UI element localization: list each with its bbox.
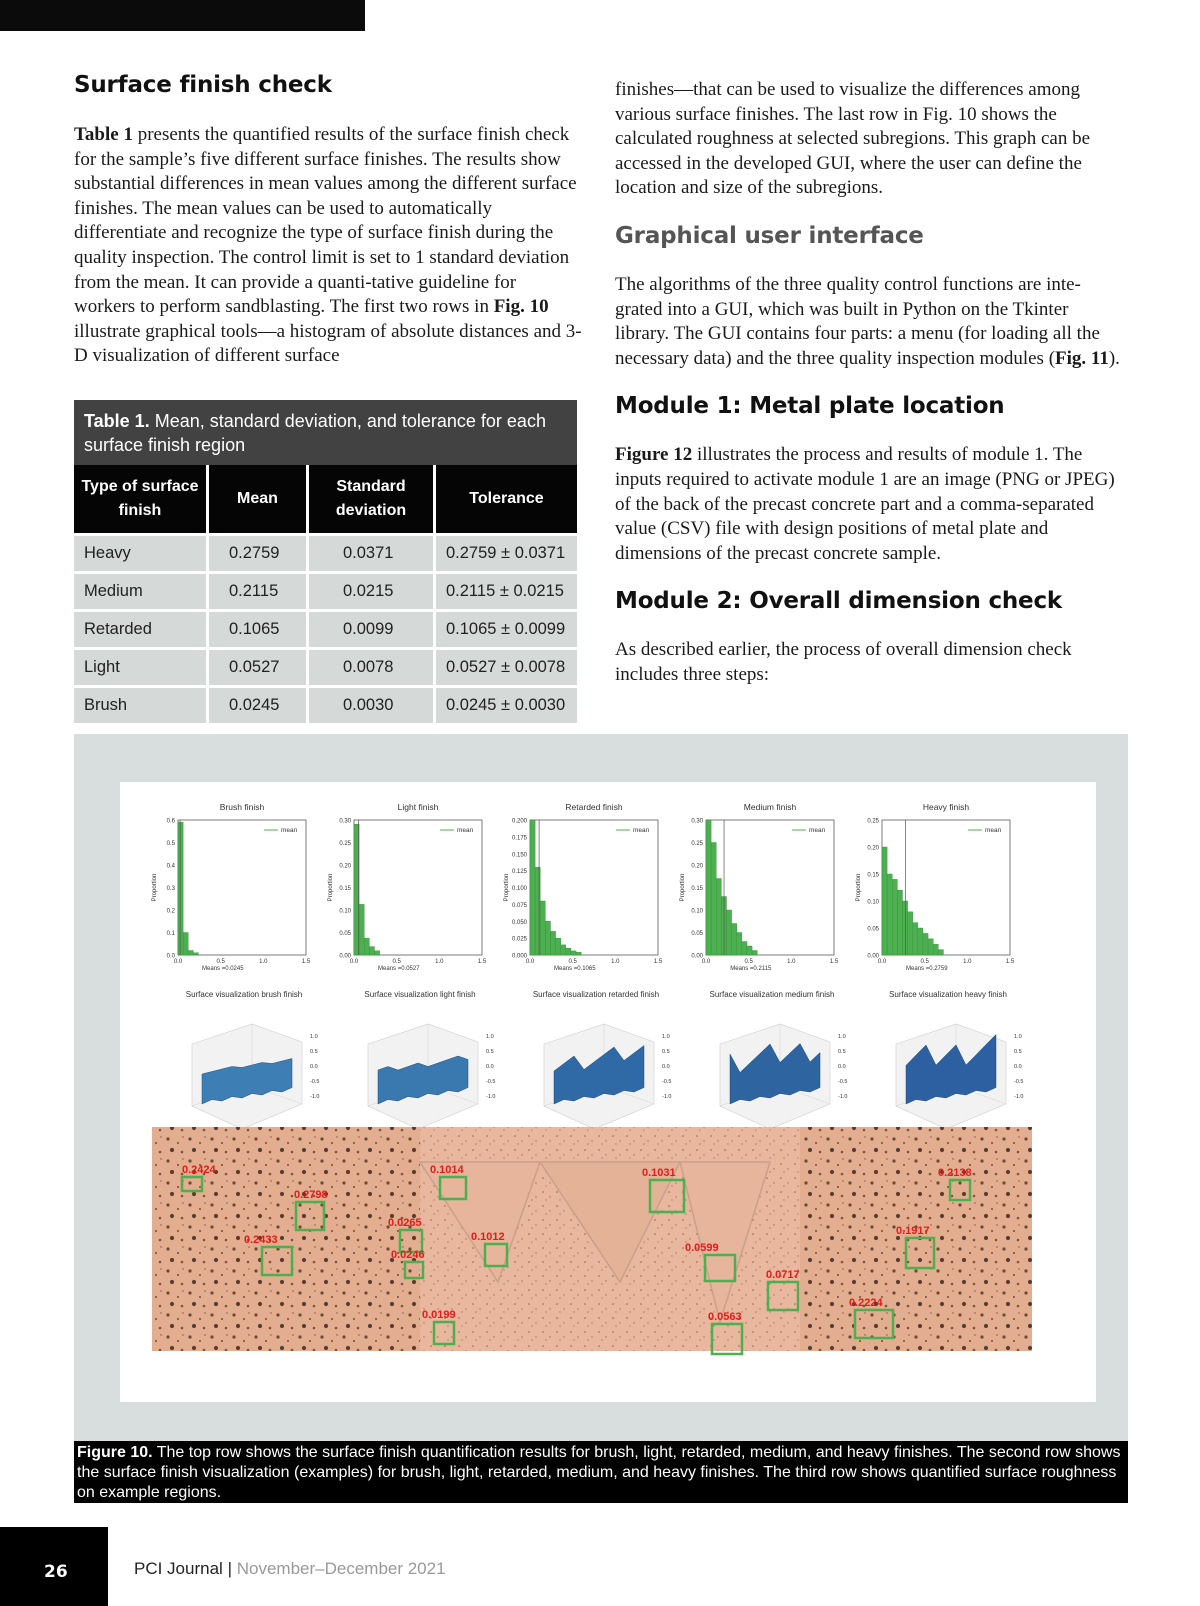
histogram-bar <box>561 945 566 955</box>
y-tick-label: 0.0 <box>166 953 175 960</box>
x-tick-label: 1.5 <box>477 959 487 965</box>
x-tick-label: 0.5 <box>216 959 225 965</box>
surface-title: Surface visualization medium finish <box>709 990 835 999</box>
y-axis-label: Proportion <box>856 873 862 902</box>
page-number-block <box>0 1527 108 1606</box>
plot-frame <box>354 820 482 955</box>
footer-text <box>134 1559 446 1579</box>
table-row <box>74 649 577 687</box>
x-tick-label: 0.0 <box>173 959 183 965</box>
figure-caption-text: The top row shows the surface finish quantification results for brush, light, retarded, medium, and heavy finishes. The second row shows the surface finish visualization (examples) for brush, light, retarded, medium, and heavy finishes. The third row shows quantified surface roughness on example regions. <box>77 1444 1121 1501</box>
histogram-bar <box>571 951 576 955</box>
roi-label: 0.2138 <box>938 1167 972 1179</box>
table-1 <box>74 400 577 723</box>
y-axis-label: Proportion <box>328 873 334 902</box>
table-caption-label: Table 1. <box>84 411 150 431</box>
histogram-title: Retarded finish <box>565 802 623 812</box>
surface-title: Surface visualization light finish <box>364 990 476 999</box>
y-tick-label: 0.050 <box>511 919 527 926</box>
histogram-bar <box>716 879 721 956</box>
table-caption-text: Mean, standard deviation, and tolerance for each surface finish region <box>84 411 546 455</box>
histogram-1 <box>152 802 311 972</box>
plot-frame <box>178 820 306 955</box>
surface-plot-4 <box>710 990 848 1129</box>
z-tick-label: 1.0 <box>310 1034 318 1040</box>
z-tick-label: -0.5 <box>1014 1079 1024 1085</box>
x-tick-label: 0.5 <box>744 959 753 965</box>
y-tick-label: 0.100 <box>511 886 527 892</box>
cell: 0.0099 <box>308 611 435 649</box>
table-caption <box>74 400 577 465</box>
figure-caption <box>74 1441 1128 1503</box>
surface-title: Surface visualization brush finish <box>185 990 303 999</box>
z-tick-label: 0.0 <box>1014 1064 1022 1070</box>
y-tick-label: 0.20 <box>339 863 351 870</box>
right-paragraph-2 <box>615 273 1125 371</box>
surface-title: Surface visualization retarded finish <box>532 990 660 999</box>
y-tick-label: 0.1 <box>166 931 175 937</box>
cell: 0.2759 ± 0.0371 <box>435 535 578 573</box>
footer-separator: | <box>227 1559 232 1578</box>
x-axis-label: Means =0.0527 <box>378 966 420 972</box>
y-tick-label: 0.075 <box>511 902 527 909</box>
z-tick-label: 0.5 <box>662 1049 670 1055</box>
roi-label: 0.2224 <box>849 1297 883 1309</box>
z-tick-label: -1.0 <box>310 1094 320 1100</box>
y-tick-label: 0.10 <box>339 908 351 915</box>
y-axis-label: Proportion <box>152 873 158 902</box>
histogram-3 <box>504 802 663 972</box>
y-tick-label: 0.30 <box>691 818 703 825</box>
histogram-5 <box>856 802 1015 972</box>
cell: 0.2759 <box>208 535 308 573</box>
ref-fig-11: Fig. 11 <box>1055 347 1109 369</box>
histogram-bar <box>183 933 188 956</box>
page-number: 26 <box>44 1562 68 1582</box>
z-tick-label: 0.5 <box>1014 1049 1022 1055</box>
y-tick-label: 0.15 <box>691 886 703 892</box>
x-tick-label: 0.5 <box>568 959 577 965</box>
x-tick-label: 0.5 <box>920 959 929 965</box>
histogram-bar <box>535 867 540 955</box>
x-tick-label: 1.5 <box>1005 959 1015 965</box>
roi-label: 0.0246 <box>391 1249 425 1261</box>
histogram-bar <box>576 952 581 955</box>
ref-fig-10: Fig. 10 <box>493 296 549 318</box>
histogram-bar <box>374 951 379 955</box>
histogram-bar <box>732 924 737 956</box>
right-paragraph-4: As described earlier, the process of overall dimension check includes three steps: <box>615 639 1072 685</box>
histogram-bar <box>892 879 897 955</box>
histogram-bar <box>913 923 918 955</box>
figure-panel <box>120 782 1096 1402</box>
z-tick-label: -0.5 <box>838 1079 848 1085</box>
z-tick-label: 1.0 <box>662 1034 670 1040</box>
x-tick-label: 0.0 <box>877 959 887 965</box>
cell: 0.0245 ± 0.0030 <box>435 687 578 724</box>
y-tick-label: 0.125 <box>511 869 527 876</box>
y-tick-label: 0.175 <box>511 835 527 842</box>
roi-label: 0.0265 <box>388 1217 422 1229</box>
x-tick-label: 1.0 <box>611 959 620 965</box>
x-tick-label: 1.5 <box>301 959 311 965</box>
header-mean: Mean <box>208 465 308 535</box>
histogram-bar <box>737 933 742 956</box>
histogram-2 <box>328 802 487 972</box>
table-row <box>74 535 577 573</box>
ref-fig-12: Figure 12 <box>615 444 693 466</box>
y-tick-label: 0.5 <box>166 841 175 847</box>
cell: 0.1065 ± 0.0099 <box>435 611 578 649</box>
z-tick-label: 1.0 <box>486 1034 494 1040</box>
y-axis-label: Proportion <box>680 873 686 902</box>
z-tick-label: -0.5 <box>662 1079 672 1085</box>
cell: 0.0527 ± 0.0078 <box>435 649 578 687</box>
histogram-bar <box>938 950 943 955</box>
y-tick-label: 0.25 <box>339 841 351 847</box>
left-column <box>74 72 582 369</box>
surface-plot-5 <box>889 990 1023 1129</box>
z-tick-label: 0.5 <box>310 1049 318 1055</box>
z-tick-label: 0.0 <box>310 1064 318 1070</box>
z-tick-label: 0.0 <box>662 1064 670 1070</box>
roi-label: 0.0199 <box>422 1309 456 1321</box>
header-tolerance: Tolerance <box>435 465 578 535</box>
figure-10 <box>74 734 1128 1442</box>
z-tick-label: 1.0 <box>1014 1034 1022 1040</box>
x-tick-label: 0.5 <box>392 959 401 965</box>
issue-date: November–December 2021 <box>236 1559 446 1578</box>
table-row <box>74 573 577 611</box>
roi-label: 0.2433 <box>244 1234 278 1246</box>
legend-label: mean <box>281 827 298 834</box>
histogram-bar <box>928 939 933 955</box>
y-tick-label: 0.00 <box>339 953 351 960</box>
roi-label: 0.2798 <box>294 1189 328 1201</box>
y-tick-label: 0.000 <box>511 953 527 960</box>
x-tick-label: 1.5 <box>829 959 839 965</box>
histogram-bar <box>545 921 550 955</box>
cell: Retarded <box>74 611 208 649</box>
roi-label: 0.1014 <box>430 1164 464 1176</box>
header-std: Standard deviation <box>308 465 435 535</box>
text-run: illustrates the process and results of module 1. The inputs required to activate module 1 are an image (PNG or JPEG) of the back of the precast concrete part and a comma-separated value (CSV) file with design positions of metal plate and dimensions of the precast concrete sample. <box>615 444 1115 564</box>
x-tick-label: 0.0 <box>701 959 711 965</box>
histogram-bar <box>550 931 555 955</box>
histogram-bar <box>923 933 928 955</box>
y-tick-label: 0.05 <box>339 931 351 937</box>
histogram-bar <box>752 951 757 956</box>
y-tick-label: 0.200 <box>511 818 527 825</box>
histogram-title: Brush finish <box>219 802 265 812</box>
ref-table-1: Table 1 <box>74 124 133 145</box>
y-tick-label: 0.025 <box>511 936 527 943</box>
heading-gui: Graphical user interface <box>615 222 924 249</box>
y-axis-label: Proportion <box>504 873 510 902</box>
histogram-title: Heavy finish <box>922 802 970 812</box>
x-axis-label: Means =0.2759 <box>906 966 948 972</box>
y-tick-label: 0.05 <box>691 931 703 937</box>
right-paragraph-1: finishes—that can be used to visualize the differences among various surface finishes. The last row in Fig. 10 shows the calculated roughness at selected subregions. This graph can be accessed in the developed GUI, where the user can define the location and size of the subregions. <box>615 79 1091 199</box>
x-tick-label: 0.0 <box>349 959 359 965</box>
cell: 0.1065 <box>208 611 308 649</box>
cell: Light <box>74 649 208 687</box>
histogram-bar <box>556 938 561 955</box>
histogram-bar <box>887 874 892 955</box>
histogram-bar <box>902 901 907 955</box>
cell: 0.2115 ± 0.0215 <box>435 573 578 611</box>
histogram-bar <box>908 912 913 955</box>
surface-title: Surface visualization heavy finish <box>889 990 1007 999</box>
histogram-row <box>152 802 1015 972</box>
legend-label: mean <box>633 827 650 834</box>
histogram-bar <box>918 928 923 955</box>
x-axis-label: Means =0.0245 <box>202 966 244 972</box>
histogram-bar <box>530 820 535 955</box>
y-tick-label: 0.20 <box>691 863 703 870</box>
y-tick-label: 0.20 <box>867 845 879 852</box>
z-tick-label: -1.0 <box>1014 1094 1024 1100</box>
table-row <box>74 687 577 724</box>
x-tick-label: 0.0 <box>525 959 535 965</box>
roi-label: 0.0717 <box>766 1269 800 1281</box>
y-tick-label: 0.05 <box>867 926 879 933</box>
x-tick-label: 1.0 <box>435 959 444 965</box>
histogram-bar <box>706 820 711 955</box>
x-tick-label: 1.0 <box>963 959 972 965</box>
histogram-bar <box>882 847 887 955</box>
heading-module-1: Module 1: Metal plate location <box>615 393 1005 420</box>
y-tick-label: 0.10 <box>691 908 703 915</box>
cell: 0.2115 <box>208 573 308 611</box>
cell: 0.0371 <box>308 535 435 573</box>
z-tick-label: -1.0 <box>486 1094 496 1100</box>
roi-label: 0.1917 <box>896 1225 930 1237</box>
cell: Brush <box>74 687 208 724</box>
legend-label: mean <box>457 827 474 834</box>
histogram-bar <box>933 944 938 955</box>
table-header-row <box>74 465 577 535</box>
roughness-photo <box>152 1127 1032 1354</box>
histogram-bar <box>747 946 752 955</box>
histogram-bar <box>566 948 571 955</box>
histogram-bar <box>540 901 545 955</box>
y-tick-label: 0.150 <box>511 852 527 859</box>
histogram-bar <box>897 890 902 955</box>
cell: 0.0215 <box>308 573 435 611</box>
heading-module-2: Module 2: Overall dimension check <box>615 588 1062 615</box>
z-tick-label: 0.0 <box>486 1064 494 1070</box>
y-tick-label: 0.4 <box>166 863 175 870</box>
cell: Medium <box>74 573 208 611</box>
histogram-title: Light finish <box>397 802 439 812</box>
y-tick-label: 0.10 <box>867 899 879 906</box>
heading-surface-finish-check: Surface finish check <box>74 72 332 98</box>
text-run: presents the quantified results of the surface finish check for the sample’s five different surface finishes. The results show substantial differences in mean values among the different surface finishes. The mean values can be used to automatically differentiate and recognize the type of surface finish during the quality inspection. The control limit is set to 1 standard deviation from the mean. It can provide a quanti-tative guideline for workers to perform sandblasting. The first two rows in <box>74 124 577 318</box>
table-row <box>74 611 577 649</box>
x-axis-label: Means =0.1065 <box>554 966 596 972</box>
table-grid <box>74 465 577 723</box>
surface-row <box>186 990 1024 1129</box>
roi-label: 0.0599 <box>685 1242 719 1254</box>
left-paragraph <box>74 123 582 369</box>
journal-name: PCI Journal <box>134 1559 223 1578</box>
z-tick-label: -1.0 <box>838 1094 848 1100</box>
z-tick-label: -1.0 <box>662 1094 672 1100</box>
z-tick-label: 0.0 <box>838 1064 846 1070</box>
histogram-bar <box>188 951 193 956</box>
histogram-bar <box>742 942 747 956</box>
histogram-4 <box>680 802 839 972</box>
roi-label: 0.1012 <box>471 1231 505 1243</box>
x-tick-label: 1.0 <box>787 959 796 965</box>
cell: Heavy <box>74 535 208 573</box>
y-tick-label: 0.00 <box>691 953 703 960</box>
histogram-bar <box>711 843 716 956</box>
x-axis-label: Means =0.2115 <box>730 966 772 972</box>
y-tick-label: 0.30 <box>339 818 351 825</box>
cell: 0.0078 <box>308 649 435 687</box>
histogram-bar <box>369 947 374 955</box>
histogram-bar <box>726 910 731 955</box>
legend-label: mean <box>985 827 1002 834</box>
z-tick-label: -0.5 <box>486 1079 496 1085</box>
histogram-bar <box>178 822 183 955</box>
y-tick-label: 0.3 <box>166 886 175 892</box>
y-tick-label: 0.2 <box>166 908 175 915</box>
roi-label: 0.2424 <box>182 1164 216 1176</box>
z-tick-label: -0.5 <box>310 1079 320 1085</box>
y-tick-label: 0.15 <box>339 886 351 892</box>
cell: 0.0030 <box>308 687 435 724</box>
right-column <box>615 78 1125 688</box>
y-tick-label: 0.00 <box>867 953 879 960</box>
header-type: Type of surface finish <box>74 465 208 535</box>
z-tick-label: 1.0 <box>838 1034 846 1040</box>
figure-graphics <box>120 782 1096 1402</box>
x-tick-label: 1.5 <box>653 959 663 965</box>
x-tick-label: 1.0 <box>259 959 268 965</box>
histogram-title: Medium finish <box>743 802 797 812</box>
cell: 0.0527 <box>208 649 308 687</box>
surface-plot-3 <box>533 990 672 1129</box>
legend-label: mean <box>809 827 826 834</box>
top-black-bar <box>0 0 365 31</box>
cell: 0.0245 <box>208 687 308 724</box>
y-tick-label: 0.25 <box>867 818 879 825</box>
roi-label: 0.0563 <box>708 1311 742 1323</box>
z-tick-label: 0.5 <box>838 1049 846 1055</box>
histogram-bar <box>364 938 369 955</box>
text-run: The algorithms of the three quality control functions are inte-grated into a GUI, which was built in Python on the Tkinter library. The GUI contains four parts: a menu (for loading all the necessary data) and the three quality inspection modules ( <box>615 273 1100 369</box>
figure-caption-label: Figure 10. <box>77 1444 153 1461</box>
z-tick-label: 0.5 <box>486 1049 494 1055</box>
histogram-bar <box>359 904 364 955</box>
histogram-bar <box>193 953 198 955</box>
y-tick-label: 0.6 <box>166 818 175 825</box>
surface-plot-1 <box>186 990 320 1129</box>
y-tick-label: 0.25 <box>691 841 703 847</box>
right-paragraph-3 <box>615 443 1125 566</box>
text-run: illustrate graphical tools—a histogram of absolute distances and 3-D visualization of different surface <box>74 320 582 367</box>
y-tick-label: 0.15 <box>867 872 879 879</box>
surface-plot-2 <box>364 990 495 1129</box>
roi-label: 0.1031 <box>642 1167 676 1179</box>
text-run: ). <box>1108 347 1120 369</box>
